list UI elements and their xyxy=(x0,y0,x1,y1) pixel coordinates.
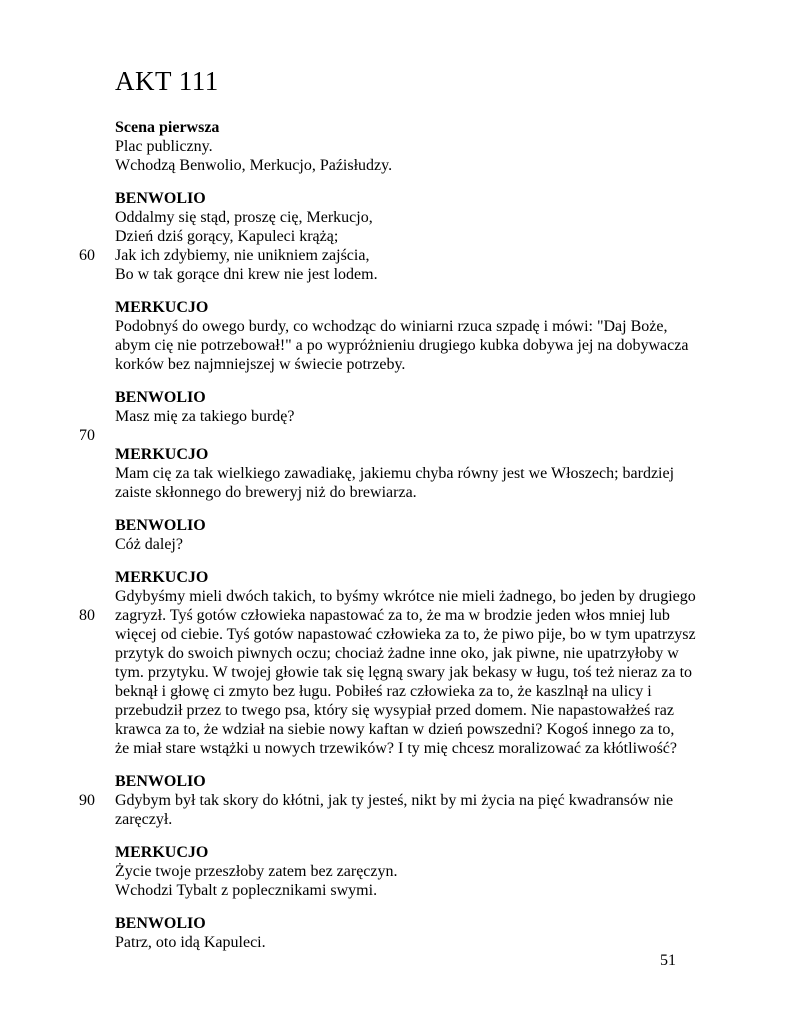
block-separator xyxy=(0,900,791,914)
dialogue-line-row xyxy=(0,265,791,284)
dialogue-line-row xyxy=(0,720,791,739)
block-separator xyxy=(0,502,791,516)
dialogue-line: Bo w tak gorące dni krew nie jest lodem. xyxy=(115,266,378,283)
speaker-row xyxy=(0,843,791,862)
block-separator xyxy=(0,284,791,298)
dialogue-line: przytyk do swoich piwnych oczu; chociaż żadne inne oko, jak piwne, nie upatrzyłoby w xyxy=(115,645,679,662)
dialogue-block xyxy=(0,502,791,554)
dialogue-line: zagryzł. Tyś gotów człowieka napastować za to, że ma w brodzie jeden włos mniej lub xyxy=(115,607,670,624)
stage-direction: Wchodzą Benwolio, Merkucjo, Paźisłudzy. xyxy=(115,157,393,174)
dialogue-block xyxy=(0,758,791,829)
dialogue-line: tym. przytyku. W twojej głowie tak się lęgną swary jak bekasy w ługu, toś też nieraz za to xyxy=(115,664,693,681)
scene-setting: Plac publiczny. xyxy=(115,138,213,155)
dialogue-block xyxy=(0,284,791,374)
block-separator xyxy=(0,175,791,189)
dialogue-line: przebudził przez to twego psa, który się wysypiał przed domem. Nie napastowałżeś raz xyxy=(115,702,674,719)
dialogue-section xyxy=(0,175,791,952)
speaker-row xyxy=(0,388,791,407)
speaker-name: BENWOLIO xyxy=(115,773,206,790)
dialogue-line-row xyxy=(0,407,791,426)
dialogue-line: Mam cię za tak wielkiego zawadiakę, jakiemu chyba równy jest we Włoszech; bardziej xyxy=(115,465,675,482)
dialogue-line: więcej od ciebie. Tyś gotów napastować człowieka za to, że piwo pije, bo w tym upatrzysz xyxy=(115,626,696,643)
dialogue-block xyxy=(0,829,791,900)
page-content xyxy=(0,118,791,952)
scene-heading-row xyxy=(0,118,791,137)
dialogue-line-row xyxy=(0,810,791,829)
dialogue-line-row xyxy=(0,739,791,758)
dialogue-line: zaręczył. xyxy=(115,811,173,828)
dialogue-line-row xyxy=(0,862,791,881)
line-number: 80 xyxy=(79,607,95,624)
scene-entrance-row xyxy=(0,156,791,175)
dialogue-line: zaiste skłonnego do breweryj niż do brewiarza. xyxy=(115,484,417,501)
dialogue-line-row xyxy=(0,791,791,810)
speaker-name: MERKUCJO xyxy=(115,299,209,316)
dialogue-line-row xyxy=(0,881,791,900)
dialogue-line: Podobnyś do owego burdy, co wchodząc do winiarni rzuca szpadę i mówi: "Daj Boże, xyxy=(115,318,668,335)
block-separator xyxy=(0,374,791,388)
dialogue-line-row xyxy=(0,208,791,227)
dialogue-line: Patrz, oto idą Kapuleci. xyxy=(115,934,266,951)
speaker-row xyxy=(0,445,791,464)
speaker-row xyxy=(0,568,791,587)
dialogue-line-row xyxy=(0,663,791,682)
speaker-row xyxy=(0,298,791,317)
dialogue-line: Cóż dalej? xyxy=(115,536,183,553)
line-number: 60 xyxy=(79,247,95,264)
block-separator xyxy=(0,554,791,568)
dialogue-line: Wchodzi Tybalt z poplecznikami swymi. xyxy=(115,882,378,899)
dialogue-line-row xyxy=(0,606,791,625)
dialogue-line: krawca za to, że wdział na siebie nowy kaftan w dzień powszedni? Kogoś innego za to, xyxy=(115,721,675,738)
dialogue-line: Gdybyśmy mieli dwóch takich, to byśmy wkrótce nie mieli żadnego, bo jeden by drugiego xyxy=(115,588,696,605)
dialogue-block xyxy=(0,426,791,502)
dialogue-line: Jak ich zdybiemy, nie unikniem zajścia, xyxy=(115,247,370,264)
dialogue-line-row xyxy=(0,587,791,606)
page-number: 51 xyxy=(660,952,676,969)
dialogue-block xyxy=(0,900,791,952)
speaker-row xyxy=(0,189,791,208)
dialogue-line-row xyxy=(0,355,791,374)
dialogue-line-row xyxy=(0,701,791,720)
dialogue-block xyxy=(0,374,791,426)
speaker-row xyxy=(0,516,791,535)
dialogue-line: korków bez najmniejszej w świecie potrzeby. xyxy=(115,356,406,373)
scene-setting-row xyxy=(0,137,791,156)
dialogue-block xyxy=(0,554,791,758)
speaker-name: MERKUCJO xyxy=(115,446,209,463)
speaker-row xyxy=(0,772,791,791)
speaker-row xyxy=(0,914,791,933)
line-number-row xyxy=(0,426,791,445)
dialogue-line-row xyxy=(0,682,791,701)
dialogue-line-row xyxy=(0,644,791,663)
dialogue-line: Oddalmy się stąd, proszę cię, Merkucjo, xyxy=(115,209,373,226)
dialogue-line: beknął i głowę ci zmyto bez ługu. Pobiłeś raz człowieka za to, że kaszlnął na ulicy i xyxy=(115,683,652,700)
dialogue-line-row xyxy=(0,336,791,355)
dialogue-line-row xyxy=(0,464,791,483)
dialogue-line: Gdybym był tak skory do kłótni, jak ty jesteś, nikt by mi życia na pięć kwadransów nie xyxy=(115,792,674,809)
dialogue-line-row xyxy=(0,483,791,502)
dialogue-line: Masz mię za takiego burdę? xyxy=(115,408,295,425)
dialogue-line-row xyxy=(0,317,791,336)
dialogue-line-row xyxy=(0,625,791,644)
line-number: 70 xyxy=(79,427,95,444)
speaker-name: BENWOLIO xyxy=(115,915,206,932)
dialogue-line-row xyxy=(0,933,791,952)
speaker-name: BENWOLIO xyxy=(115,389,206,406)
dialogue-line-row xyxy=(0,227,791,246)
dialogue-line: Życie twoje przeszłoby zatem bez zaręczyn. xyxy=(115,863,398,880)
dialogue-line-row xyxy=(0,535,791,554)
speaker-name: MERKUCJO xyxy=(115,844,209,861)
line-number: 90 xyxy=(79,792,95,809)
dialogue-block xyxy=(0,175,791,284)
block-separator xyxy=(0,829,791,843)
dialogue-line: Dzień dziś gorący, Kapuleci krążą; xyxy=(115,228,339,245)
block-separator xyxy=(0,758,791,772)
speaker-name: BENWOLIO xyxy=(115,517,206,534)
dialogue-line-row xyxy=(0,246,791,265)
dialogue-line: abym cię nie potrzebował!" a po wypróżnieniu drugiego kubka dobywa jej na dobywacza xyxy=(115,337,689,354)
speaker-name: MERKUCJO xyxy=(115,569,209,586)
speaker-name: BENWOLIO xyxy=(115,190,206,207)
act-title: AKT 111 xyxy=(115,66,219,96)
dialogue-line: że miał stare wstążki u nowych trzewików? I ty mię chcesz moralizować za kłótliwość? xyxy=(115,740,677,757)
scene-heading: Scena pierwsza xyxy=(115,119,220,136)
